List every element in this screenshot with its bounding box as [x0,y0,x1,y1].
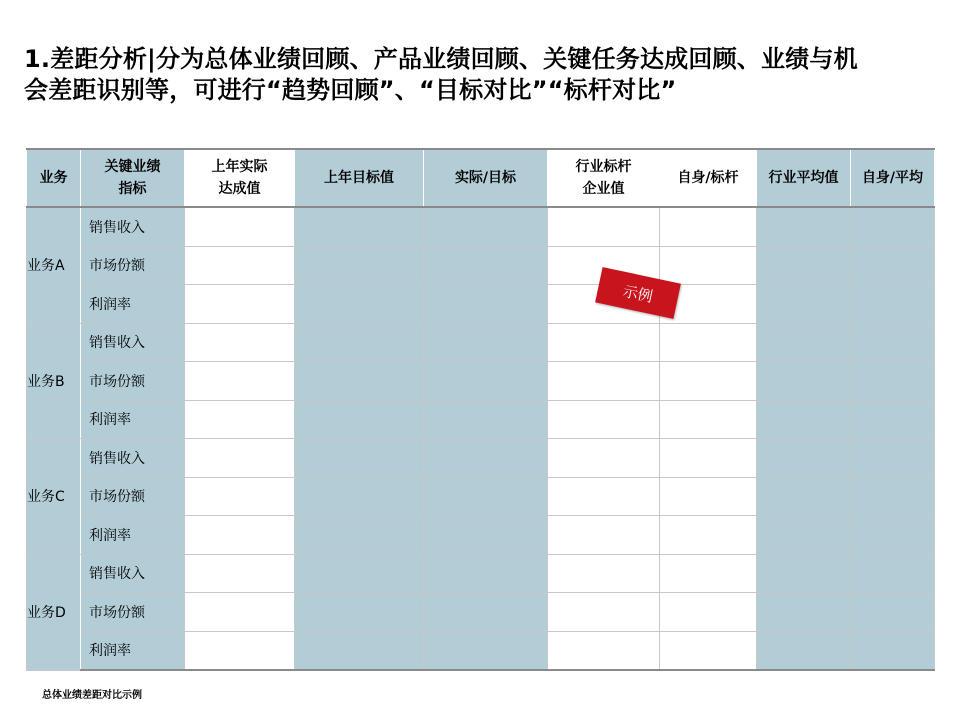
column-header-line: 关键业绩 [104,159,161,175]
value-cell[interactable] [851,207,935,246]
value-cell[interactable] [185,631,295,670]
value-cell[interactable] [660,554,757,593]
value-cell[interactable] [757,477,851,516]
value-cell[interactable] [295,477,424,516]
value-cell[interactable] [851,631,935,670]
value-cell[interactable] [185,285,295,324]
table-row [27,362,935,401]
value-cell[interactable] [548,323,660,362]
metric-cell: 市场份额 [81,362,185,401]
value-cell[interactable] [757,362,851,401]
value-cell[interactable] [424,554,548,593]
value-cell[interactable] [295,631,424,670]
column-header-line: 上年实际 [211,159,268,175]
value-cell[interactable] [424,477,548,516]
example-stamp: 示例 [595,267,681,319]
value-cell[interactable] [548,554,660,593]
value-cell[interactable] [660,516,757,555]
value-cell[interactable] [757,554,851,593]
value-cell[interactable] [851,362,935,401]
column-header [851,149,935,207]
metric-cell: 销售收入 [81,554,185,593]
metric-cell: 利润率 [81,516,185,555]
value-cell[interactable] [757,246,851,285]
value-cell[interactable] [295,323,424,362]
value-cell[interactable] [851,554,935,593]
title-line-2: 会差距识别等，可进行“趋势回顾”、“目标对比”“标杆对比” [24,76,677,104]
value-cell[interactable] [757,516,851,555]
slide-title [24,44,944,106]
value-cell[interactable] [185,400,295,439]
business-cell: 业务A [27,207,81,323]
column-header-line: 企业值 [582,181,625,197]
gap-analysis-table [26,148,935,671]
table-row [27,400,935,439]
table-row [27,554,935,593]
column-header-line: 行业平均值 [768,170,839,186]
metric-cell: 利润率 [81,400,185,439]
value-cell[interactable] [424,439,548,478]
table-row [27,439,935,478]
column-header-line: 实际/目标 [454,170,517,186]
metric-cell: 销售收入 [81,207,185,246]
value-cell[interactable] [757,285,851,324]
value-cell[interactable] [548,439,660,478]
table-row [27,477,935,516]
value-cell[interactable] [548,362,660,401]
value-cell[interactable] [660,593,757,632]
column-header [660,149,757,207]
gap-analysis-table-container [26,148,934,671]
value-cell[interactable] [424,285,548,324]
table-row [27,285,935,324]
value-cell[interactable] [757,400,851,439]
metric-cell: 利润率 [81,631,185,670]
value-cell[interactable] [757,593,851,632]
value-cell[interactable] [295,246,424,285]
value-cell[interactable] [757,439,851,478]
value-cell[interactable] [548,631,660,670]
value-cell[interactable] [851,593,935,632]
value-cell[interactable] [185,477,295,516]
value-cell[interactable] [295,400,424,439]
value-cell[interactable] [185,439,295,478]
value-cell[interactable] [185,593,295,632]
value-cell[interactable] [295,554,424,593]
business-cell: 业务B [27,323,81,439]
table-row [27,207,935,246]
column-header-line: 行业标杆 [575,159,632,175]
value-cell[interactable] [851,285,935,324]
value-cell[interactable] [185,554,295,593]
value-cell[interactable] [548,400,660,439]
value-cell[interactable] [660,362,757,401]
value-cell[interactable] [851,246,935,285]
value-cell[interactable] [660,323,757,362]
table-row [27,593,935,632]
figure-caption: 总体业绩差距对比示例 [42,690,142,701]
value-cell[interactable] [185,516,295,555]
value-cell[interactable] [660,477,757,516]
value-cell[interactable] [295,439,424,478]
value-cell[interactable] [295,593,424,632]
metric-cell: 市场份额 [81,246,185,285]
value-cell[interactable] [424,323,548,362]
table-row [27,323,935,362]
column-header [295,149,424,207]
value-cell[interactable] [851,439,935,478]
metric-cell: 市场份额 [81,593,185,632]
column-header [81,149,185,207]
column-header-line: 指标 [118,181,147,197]
title-line-1: 1.差距分析|分为总体业绩回顾、产品业绩回顾、关键任务达成回顾、业绩与机 [24,45,858,73]
value-cell[interactable] [424,516,548,555]
value-cell[interactable] [295,362,424,401]
value-cell[interactable] [424,246,548,285]
table-header-row [27,149,935,207]
value-cell[interactable] [660,207,757,246]
table-row [27,516,935,555]
column-header-line: 达成值 [218,181,261,197]
value-cell[interactable] [295,285,424,324]
value-cell[interactable] [757,631,851,670]
value-cell[interactable] [548,207,660,246]
value-cell[interactable] [757,207,851,246]
table-row [27,631,935,670]
value-cell[interactable] [757,323,851,362]
value-cell[interactable] [851,477,935,516]
business-cell: 业务C [27,439,81,555]
value-cell[interactable] [660,439,757,478]
column-header [185,149,295,207]
value-cell[interactable] [851,323,935,362]
column-header [424,149,548,207]
value-cell[interactable] [424,631,548,670]
value-cell[interactable] [185,207,295,246]
value-cell[interactable] [424,400,548,439]
business-cell: 业务D [27,554,81,670]
value-cell[interactable] [295,516,424,555]
column-header-line: 上年目标值 [324,170,394,186]
value-cell[interactable] [185,323,295,362]
metric-cell: 利润率 [81,285,185,324]
value-cell[interactable] [660,631,757,670]
column-header-line: 业务 [39,170,68,186]
value-cell[interactable] [660,400,757,439]
metric-cell: 市场份额 [81,477,185,516]
table-body [27,207,935,670]
metric-cell: 销售收入 [81,323,185,362]
value-cell[interactable] [851,516,935,555]
value-cell[interactable] [548,593,660,632]
value-cell[interactable] [548,516,660,555]
value-cell[interactable] [851,400,935,439]
value-cell[interactable] [424,362,548,401]
metric-cell: 销售收入 [81,439,185,478]
value-cell[interactable] [424,593,548,632]
value-cell[interactable] [548,477,660,516]
column-header-line: 自身/平均 [861,170,924,186]
table-row [27,246,935,285]
value-cell[interactable] [660,246,757,285]
value-cell[interactable] [295,207,424,246]
value-cell[interactable] [185,246,295,285]
value-cell[interactable] [185,362,295,401]
column-header [27,149,81,207]
column-header-line: 自身/标杆 [677,170,739,186]
column-header [548,149,660,207]
column-header [757,149,851,207]
value-cell[interactable] [424,207,548,246]
